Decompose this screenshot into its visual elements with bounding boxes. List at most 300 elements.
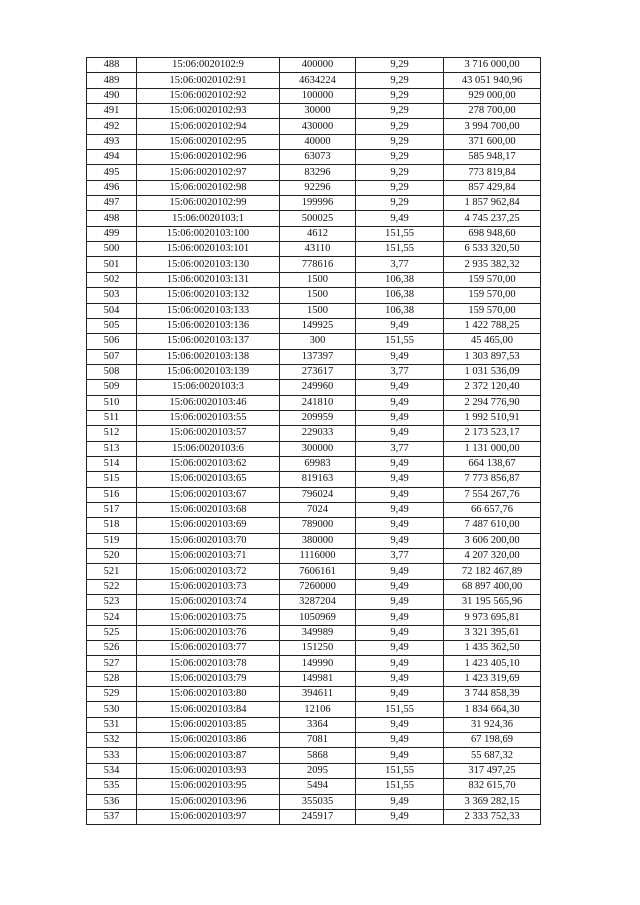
table-row (87, 564, 541, 579)
row-number-cell: 518 (87, 518, 137, 533)
value-cell: 698 948,60 (444, 226, 541, 241)
table-row (87, 288, 541, 303)
cadastral-number-cell: 15:06:0020103:93 (137, 763, 280, 778)
area-cell: 7081 (280, 733, 356, 748)
value-cell: 1 131 000,00 (444, 441, 541, 456)
row-number-cell: 492 (87, 119, 137, 134)
value-cell: 371 600,00 (444, 134, 541, 149)
table-row (87, 380, 541, 395)
row-number-cell: 493 (87, 134, 137, 149)
value-cell: 31 924,36 (444, 717, 541, 732)
table-row (87, 226, 541, 241)
cadastral-number-cell: 15:06:0020103:3 (137, 380, 280, 395)
row-number-cell: 526 (87, 641, 137, 656)
area-cell: 149990 (280, 656, 356, 671)
row-number-cell: 520 (87, 549, 137, 564)
value-cell: 68 897 400,00 (444, 579, 541, 594)
row-number-cell: 499 (87, 226, 137, 241)
row-number-cell: 509 (87, 380, 137, 395)
value-cell: 3 321 395,61 (444, 625, 541, 640)
table-row (87, 687, 541, 702)
row-number-cell: 522 (87, 579, 137, 594)
rate-cell: 106,38 (356, 288, 444, 303)
area-cell: 149925 (280, 318, 356, 333)
rate-cell: 9,49 (356, 641, 444, 656)
table-row (87, 549, 541, 564)
cadastral-number-cell: 15:06:0020103:73 (137, 579, 280, 594)
value-cell: 159 570,00 (444, 272, 541, 287)
cadastral-number-cell: 15:06:0020102:94 (137, 119, 280, 134)
row-number-cell: 498 (87, 211, 137, 226)
rate-cell: 151,55 (356, 242, 444, 257)
table-row (87, 410, 541, 425)
row-number-cell: 533 (87, 748, 137, 763)
row-number-cell: 494 (87, 150, 137, 165)
area-cell: 63073 (280, 150, 356, 165)
cadastral-number-cell: 15:06:0020103:87 (137, 748, 280, 763)
area-cell: 2095 (280, 763, 356, 778)
cadastral-number-cell: 15:06:0020103:132 (137, 288, 280, 303)
cadastral-number-cell: 15:06:0020103:46 (137, 395, 280, 410)
cadastral-number-cell: 15:06:0020102:97 (137, 165, 280, 180)
area-cell: 1050969 (280, 610, 356, 625)
table-row (87, 150, 541, 165)
table-row (87, 349, 541, 364)
table-row (87, 518, 541, 533)
table-row (87, 395, 541, 410)
value-cell: 2 935 382,32 (444, 257, 541, 272)
table-row (87, 610, 541, 625)
area-cell: 83296 (280, 165, 356, 180)
cadastral-number-cell: 15:06:0020102:96 (137, 150, 280, 165)
row-number-cell: 507 (87, 349, 137, 364)
row-number-cell: 504 (87, 303, 137, 318)
cadastral-number-cell: 15:06:0020103:69 (137, 518, 280, 533)
table-row (87, 763, 541, 778)
value-cell: 1 857 962,84 (444, 196, 541, 211)
rate-cell: 9,29 (356, 134, 444, 149)
row-number-cell: 511 (87, 410, 137, 425)
row-number-cell: 505 (87, 318, 137, 333)
rate-cell: 9,49 (356, 733, 444, 748)
rate-cell: 9,49 (356, 748, 444, 763)
rate-cell: 106,38 (356, 303, 444, 318)
table-row (87, 119, 541, 134)
value-cell: 45 465,00 (444, 334, 541, 349)
area-cell: 69983 (280, 456, 356, 471)
area-cell: 273617 (280, 364, 356, 379)
rate-cell: 3,77 (356, 364, 444, 379)
row-number-cell: 500 (87, 242, 137, 257)
area-cell: 209959 (280, 410, 356, 425)
row-number-cell: 495 (87, 165, 137, 180)
document-page (86, 57, 541, 825)
rate-cell: 151,55 (356, 226, 444, 241)
rate-cell: 9,49 (356, 349, 444, 364)
value-cell: 7 773 856,87 (444, 472, 541, 487)
cadastral-number-cell: 15:06:0020103:55 (137, 410, 280, 425)
table-row (87, 733, 541, 748)
table-row (87, 533, 541, 548)
row-number-cell: 513 (87, 441, 137, 456)
cadastral-number-cell: 15:06:0020103:78 (137, 656, 280, 671)
rate-cell: 9,49 (356, 410, 444, 425)
area-cell: 400000 (280, 58, 356, 73)
rate-cell: 9,29 (356, 58, 444, 73)
row-number-cell: 531 (87, 717, 137, 732)
cadastral-number-cell: 15:06:0020103:100 (137, 226, 280, 241)
table-row (87, 73, 541, 88)
area-cell: 3364 (280, 717, 356, 732)
area-cell: 349989 (280, 625, 356, 640)
area-cell: 500025 (280, 211, 356, 226)
value-cell: 832 615,70 (444, 779, 541, 794)
cadastral-number-cell: 15:06:0020103:133 (137, 303, 280, 318)
row-number-cell: 512 (87, 426, 137, 441)
cadastral-number-cell: 15:06:0020103:62 (137, 456, 280, 471)
rate-cell: 9,29 (356, 165, 444, 180)
cadastral-number-cell: 15:06:0020103:80 (137, 687, 280, 702)
row-number-cell: 523 (87, 595, 137, 610)
value-cell: 1 303 897,53 (444, 349, 541, 364)
area-cell: 241810 (280, 395, 356, 410)
row-number-cell: 527 (87, 656, 137, 671)
rate-cell: 151,55 (356, 334, 444, 349)
value-cell: 317 497,25 (444, 763, 541, 778)
value-cell: 1 422 788,25 (444, 318, 541, 333)
table-row (87, 318, 541, 333)
table-row (87, 134, 541, 149)
rate-cell: 9,49 (356, 610, 444, 625)
rate-cell: 9,49 (356, 794, 444, 809)
row-number-cell: 516 (87, 487, 137, 502)
rate-cell: 9,49 (356, 395, 444, 410)
value-cell: 2 372 120,40 (444, 380, 541, 395)
rate-cell: 151,55 (356, 763, 444, 778)
area-cell: 380000 (280, 533, 356, 548)
rate-cell: 9,49 (356, 671, 444, 686)
value-cell: 857 429,84 (444, 180, 541, 195)
area-cell: 7260000 (280, 579, 356, 594)
area-cell: 137397 (280, 349, 356, 364)
table-row (87, 625, 541, 640)
rate-cell: 9,49 (356, 318, 444, 333)
rate-cell: 9,49 (356, 211, 444, 226)
area-cell: 12106 (280, 702, 356, 717)
table-row (87, 794, 541, 809)
cadastral-number-cell: 15:06:0020102:92 (137, 88, 280, 103)
table-row (87, 196, 541, 211)
rate-cell: 9,49 (356, 380, 444, 395)
table-row (87, 595, 541, 610)
row-number-cell: 514 (87, 456, 137, 471)
area-cell: 789000 (280, 518, 356, 533)
row-number-cell: 537 (87, 809, 137, 824)
value-cell: 7 487 610,00 (444, 518, 541, 533)
rate-cell: 9,49 (356, 595, 444, 610)
table-row (87, 487, 541, 502)
area-cell: 778616 (280, 257, 356, 272)
cadastral-number-cell: 15:06:0020103:75 (137, 610, 280, 625)
row-number-cell: 497 (87, 196, 137, 211)
table-row (87, 502, 541, 517)
area-cell: 1500 (280, 272, 356, 287)
area-cell: 229033 (280, 426, 356, 441)
area-cell: 151250 (280, 641, 356, 656)
row-number-cell: 491 (87, 104, 137, 119)
value-cell: 4 207 320,00 (444, 549, 541, 564)
rate-cell: 3,77 (356, 549, 444, 564)
table-row (87, 456, 541, 471)
value-cell: 929 000,00 (444, 88, 541, 103)
value-cell: 3 994 700,00 (444, 119, 541, 134)
value-cell: 1 031 536,09 (444, 364, 541, 379)
cadastral-number-cell: 15:06:0020102:91 (137, 73, 280, 88)
rate-cell: 9,49 (356, 472, 444, 487)
cadastral-number-cell: 15:06:0020102:98 (137, 180, 280, 195)
value-cell: 66 657,76 (444, 502, 541, 517)
row-number-cell: 488 (87, 58, 137, 73)
value-cell: 31 195 565,96 (444, 595, 541, 610)
value-cell: 664 138,67 (444, 456, 541, 471)
row-number-cell: 535 (87, 779, 137, 794)
cadastral-number-cell: 15:06:0020103:130 (137, 257, 280, 272)
row-number-cell: 528 (87, 671, 137, 686)
rate-cell: 9,29 (356, 88, 444, 103)
cadastral-number-cell: 15:06:0020102:9 (137, 58, 280, 73)
table-row (87, 88, 541, 103)
table-row (87, 779, 541, 794)
value-cell: 278 700,00 (444, 104, 541, 119)
row-number-cell: 503 (87, 288, 137, 303)
row-number-cell: 506 (87, 334, 137, 349)
table-row (87, 702, 541, 717)
rate-cell: 9,49 (356, 518, 444, 533)
table-row (87, 656, 541, 671)
rate-cell: 9,29 (356, 180, 444, 195)
area-cell: 1116000 (280, 549, 356, 564)
area-cell: 5868 (280, 748, 356, 763)
value-cell: 4 745 237,25 (444, 211, 541, 226)
table-row (87, 211, 541, 226)
row-number-cell: 521 (87, 564, 137, 579)
rate-cell: 9,49 (356, 564, 444, 579)
cadastral-number-cell: 15:06:0020103:1 (137, 211, 280, 226)
table-row (87, 579, 541, 594)
row-number-cell: 524 (87, 610, 137, 625)
rate-cell: 151,55 (356, 779, 444, 794)
cadastral-number-cell: 15:06:0020103:137 (137, 334, 280, 349)
area-cell: 92296 (280, 180, 356, 195)
area-cell: 4634224 (280, 73, 356, 88)
cadastral-number-cell: 15:06:0020103:65 (137, 472, 280, 487)
table-row (87, 641, 541, 656)
cadastral-number-cell: 15:06:0020103:68 (137, 502, 280, 517)
rate-cell: 9,29 (356, 104, 444, 119)
table-row (87, 104, 541, 119)
table-row (87, 58, 541, 73)
row-number-cell: 532 (87, 733, 137, 748)
rate-cell: 3,77 (356, 257, 444, 272)
cadastral-number-cell: 15:06:0020103:97 (137, 809, 280, 824)
rate-cell: 9,49 (356, 717, 444, 732)
value-cell: 773 819,84 (444, 165, 541, 180)
value-cell: 1 423 319,69 (444, 671, 541, 686)
cadastral-number-cell: 15:06:0020102:99 (137, 196, 280, 211)
value-cell: 6 533 320,50 (444, 242, 541, 257)
table-row (87, 748, 541, 763)
value-cell: 1 435 362,50 (444, 641, 541, 656)
value-cell: 159 570,00 (444, 288, 541, 303)
row-number-cell: 530 (87, 702, 137, 717)
area-cell: 1500 (280, 288, 356, 303)
rate-cell: 9,49 (356, 625, 444, 640)
value-cell: 585 948,17 (444, 150, 541, 165)
area-cell: 7024 (280, 502, 356, 517)
area-cell: 796024 (280, 487, 356, 502)
area-cell: 3287204 (280, 595, 356, 610)
value-cell: 3 716 000,00 (444, 58, 541, 73)
value-cell: 159 570,00 (444, 303, 541, 318)
rate-cell: 9,49 (356, 809, 444, 824)
cadastral-number-cell: 15:06:0020103:86 (137, 733, 280, 748)
rate-cell: 9,49 (356, 533, 444, 548)
value-cell: 9 973 695,81 (444, 610, 541, 625)
area-cell: 300000 (280, 441, 356, 456)
value-cell: 7 554 267,76 (444, 487, 541, 502)
row-number-cell: 529 (87, 687, 137, 702)
area-cell: 394611 (280, 687, 356, 702)
row-number-cell: 501 (87, 257, 137, 272)
value-cell: 2 333 752,33 (444, 809, 541, 824)
value-cell: 1 992 510,91 (444, 410, 541, 425)
cadastral-number-cell: 15:06:0020103:96 (137, 794, 280, 809)
rate-cell: 9,29 (356, 73, 444, 88)
table-row (87, 257, 541, 272)
rate-cell: 106,38 (356, 272, 444, 287)
cadastral-number-cell: 15:06:0020103:85 (137, 717, 280, 732)
table-row (87, 334, 541, 349)
cadastral-number-cell: 15:06:0020103:71 (137, 549, 280, 564)
data-table (86, 57, 541, 825)
cadastral-number-cell: 15:06:0020103:84 (137, 702, 280, 717)
rate-cell: 9,49 (356, 456, 444, 471)
cadastral-number-cell: 15:06:0020103:57 (137, 426, 280, 441)
value-cell: 3 369 282,15 (444, 794, 541, 809)
area-cell: 100000 (280, 88, 356, 103)
cadastral-number-cell: 15:06:0020103:76 (137, 625, 280, 640)
area-cell: 43110 (280, 242, 356, 257)
rate-cell: 9,49 (356, 487, 444, 502)
row-number-cell: 508 (87, 364, 137, 379)
value-cell: 2 294 776,90 (444, 395, 541, 410)
value-cell: 72 182 467,89 (444, 564, 541, 579)
cadastral-number-cell: 15:06:0020103:70 (137, 533, 280, 548)
cadastral-number-cell: 15:06:0020102:93 (137, 104, 280, 119)
cadastral-number-cell: 15:06:0020103:131 (137, 272, 280, 287)
row-number-cell: 510 (87, 395, 137, 410)
area-cell: 199996 (280, 196, 356, 211)
cadastral-number-cell: 15:06:0020103:67 (137, 487, 280, 502)
table-body (87, 58, 541, 825)
row-number-cell: 490 (87, 88, 137, 103)
rate-cell: 9,29 (356, 196, 444, 211)
cadastral-number-cell: 15:06:0020103:138 (137, 349, 280, 364)
row-number-cell: 489 (87, 73, 137, 88)
row-number-cell: 515 (87, 472, 137, 487)
rate-cell: 9,49 (356, 502, 444, 517)
table-row (87, 303, 541, 318)
rate-cell: 151,55 (356, 702, 444, 717)
area-cell: 245917 (280, 809, 356, 824)
table-row (87, 441, 541, 456)
row-number-cell: 517 (87, 502, 137, 517)
row-number-cell: 519 (87, 533, 137, 548)
table-row (87, 671, 541, 686)
table-row (87, 426, 541, 441)
rate-cell: 9,49 (356, 426, 444, 441)
area-cell: 30000 (280, 104, 356, 119)
row-number-cell: 525 (87, 625, 137, 640)
rate-cell: 9,49 (356, 579, 444, 594)
value-cell: 43 051 940,96 (444, 73, 541, 88)
value-cell: 1 423 405,10 (444, 656, 541, 671)
cadastral-number-cell: 15:06:0020103:72 (137, 564, 280, 579)
area-cell: 149981 (280, 671, 356, 686)
row-number-cell: 536 (87, 794, 137, 809)
table-row (87, 717, 541, 732)
rate-cell: 9,29 (356, 150, 444, 165)
rate-cell: 9,49 (356, 656, 444, 671)
cadastral-number-cell: 15:06:0020103:77 (137, 641, 280, 656)
area-cell: 355035 (280, 794, 356, 809)
table-row (87, 242, 541, 257)
area-cell: 4612 (280, 226, 356, 241)
value-cell: 3 606 200,00 (444, 533, 541, 548)
cadastral-number-cell: 15:06:0020103:136 (137, 318, 280, 333)
area-cell: 249960 (280, 380, 356, 395)
area-cell: 5494 (280, 779, 356, 794)
area-cell: 40000 (280, 134, 356, 149)
row-number-cell: 496 (87, 180, 137, 195)
area-cell: 1500 (280, 303, 356, 318)
cadastral-number-cell: 15:06:0020103:74 (137, 595, 280, 610)
value-cell: 3 744 858,39 (444, 687, 541, 702)
area-cell: 430000 (280, 119, 356, 134)
area-cell: 7606161 (280, 564, 356, 579)
area-cell: 300 (280, 334, 356, 349)
cadastral-number-cell: 15:06:0020103:139 (137, 364, 280, 379)
rate-cell: 9,29 (356, 119, 444, 134)
table-row (87, 809, 541, 824)
area-cell: 819163 (280, 472, 356, 487)
table-row (87, 472, 541, 487)
table-row (87, 180, 541, 195)
cadastral-number-cell: 15:06:0020103:6 (137, 441, 280, 456)
rate-cell: 9,49 (356, 687, 444, 702)
cadastral-number-cell: 15:06:0020103:101 (137, 242, 280, 257)
table-row (87, 272, 541, 287)
row-number-cell: 502 (87, 272, 137, 287)
cadastral-number-cell: 15:06:0020102:95 (137, 134, 280, 149)
table-row (87, 165, 541, 180)
rate-cell: 3,77 (356, 441, 444, 456)
value-cell: 2 173 523,17 (444, 426, 541, 441)
cadastral-number-cell: 15:06:0020103:79 (137, 671, 280, 686)
row-number-cell: 534 (87, 763, 137, 778)
cadastral-number-cell: 15:06:0020103:95 (137, 779, 280, 794)
value-cell: 1 834 664,30 (444, 702, 541, 717)
